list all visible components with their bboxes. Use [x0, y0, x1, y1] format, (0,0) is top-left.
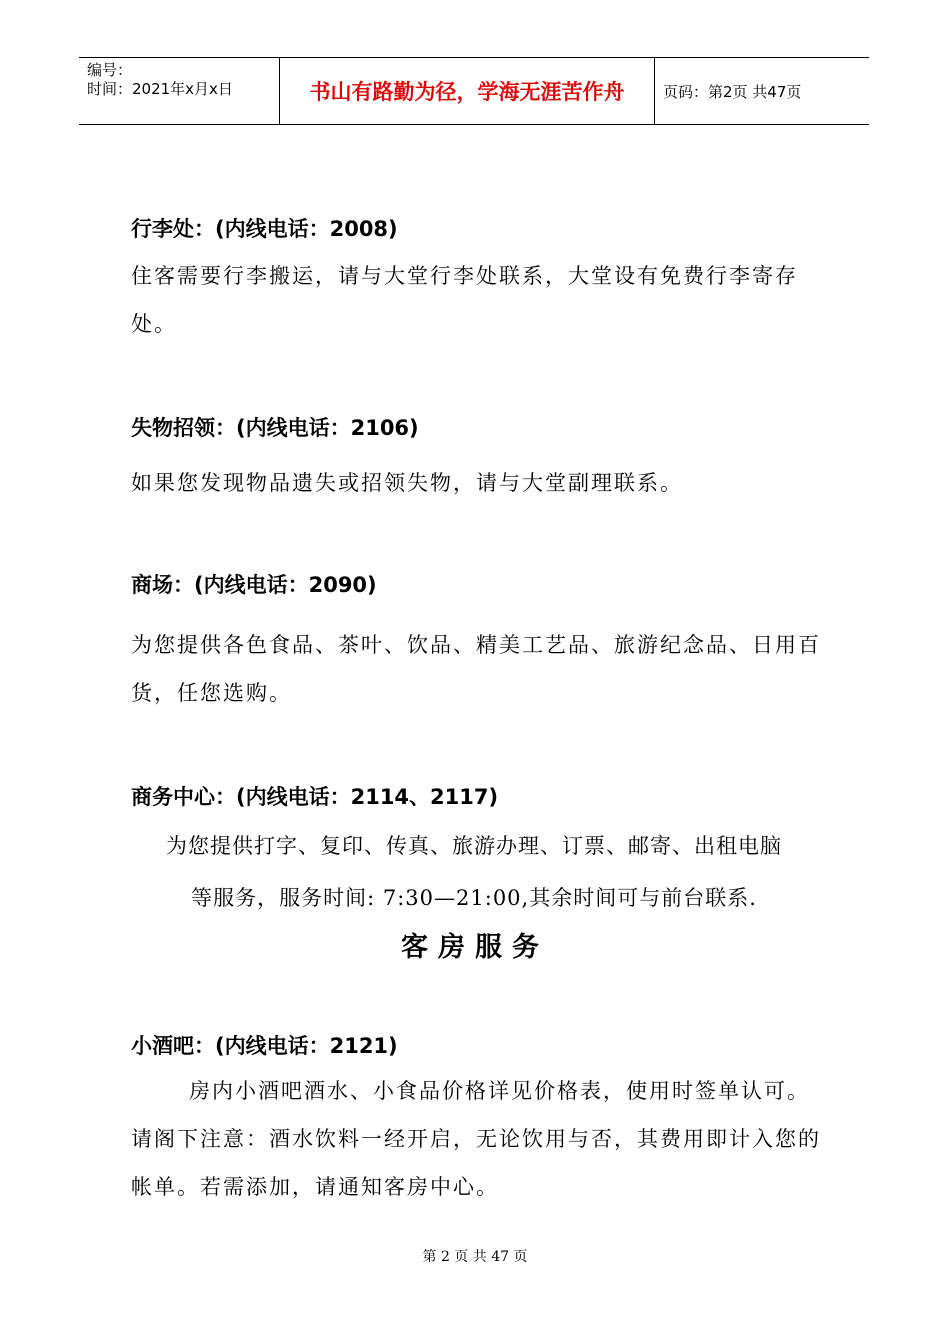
- document-time: 时间：2021年x月x日: [87, 80, 233, 98]
- minibar-section-body: 房内小酒吧酒水、小食品价格详见价格表，使用时签单认可。请阁下注意：酒水饮料一经开启，无论饮用与否，其费用即计入您的帐单。若需添加，请通知客房中心。: [131, 1079, 821, 1199]
- page-footer: 第 2 页 共 47 页: [422, 1249, 528, 1265]
- luggage-section-title: 行李处：(内线电话：2008): [131, 217, 398, 241]
- document-number-label: 编号：: [87, 61, 133, 79]
- luggage-section-body: 住客需要行李搬运，请与大堂行李处联系，大堂设有免费行李寄存处。: [131, 264, 798, 336]
- room-service-heading: 客房服务: [401, 932, 549, 963]
- page-header: [79, 57, 869, 125]
- header-page-info: 页码：第2页 共47页: [663, 82, 802, 101]
- business-center-body-line2: 等服务，服务时间: 7:30—21:00,其余时间可与前台联系.: [191, 886, 757, 910]
- header-meta: [79, 58, 280, 124]
- lost-found-section-title: 失物招领：(内线电话：2106): [131, 416, 419, 440]
- business-center-section-title: 商务中心：(内线电话：2114、2117): [131, 785, 499, 809]
- lost-found-section-body: 如果您发现物品遗失或招领失物，请与大堂副理联系。: [131, 471, 683, 495]
- shop-section-title: 商场：(内线电话：2090): [131, 573, 377, 597]
- header-motto: 书山有路勤为径，学海无涯苦作舟: [280, 58, 655, 124]
- business-center-body-line1: 为您提供打字、复印、传真、旅游办理、订票、邮寄、出租电脑: [166, 834, 782, 858]
- minibar-section-title: 小酒吧：(内线电话：2121): [131, 1034, 398, 1058]
- shop-section-body: 为您提供各色食品、茶叶、饮品、精美工艺品、旅游纪念品、日用百货，任您选购。: [131, 633, 821, 705]
